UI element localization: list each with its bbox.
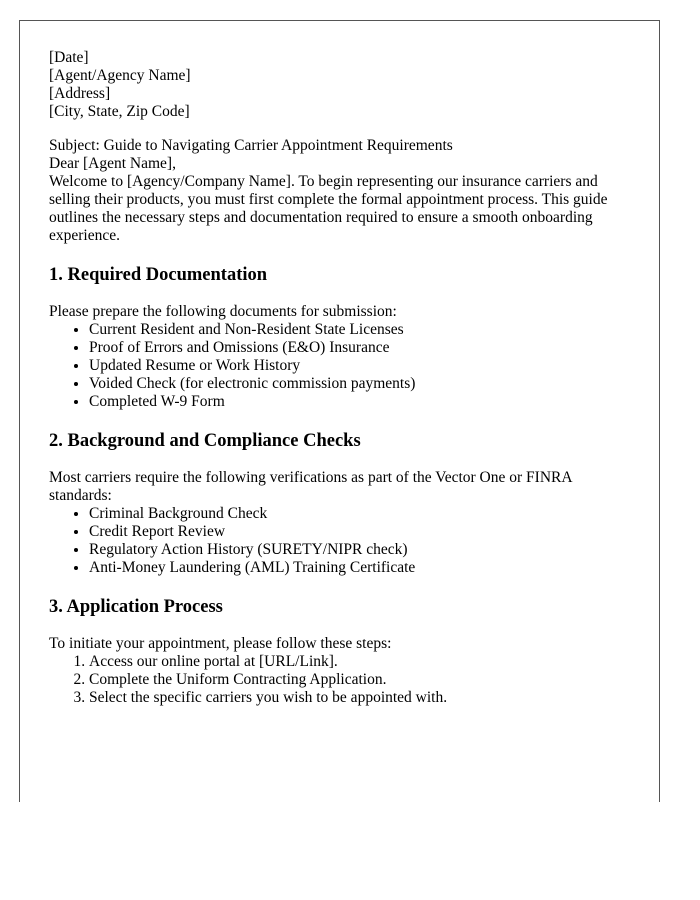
section-heading-application-process: 3. Application Process: [49, 597, 223, 617]
list-item: 3. Select the specific carriers you wish to be appointed with.: [89, 689, 634, 707]
list-item: • Anti-Money Laundering (AML) Training Certificate: [89, 559, 634, 577]
list-item: • Updated Resume or Work History: [89, 357, 634, 375]
recipient-city-state-zip: [City, State, Zip Code]: [49, 103, 190, 120]
letter-subject: Subject: Guide to Navigating Carrier Appointment Requirements: [49, 137, 453, 154]
list-item: • Criminal Background Check: [89, 505, 634, 523]
required-documents-list: [49, 321, 634, 411]
letter-salutation: Dear [Agent Name],: [49, 155, 176, 172]
list-item: 2. Complete the Uniform Contracting Application.: [89, 671, 634, 689]
list-item: • Voided Check (for electronic commission payments): [89, 375, 634, 393]
section-lead-application-process: To initiate your appointment, please follow these steps:: [49, 635, 392, 652]
letter-page: [19, 20, 660, 802]
list-item: 1. Access our online portal at [URL/Link].: [89, 653, 634, 671]
list-item: • Completed W-9 Form: [89, 393, 634, 411]
section-heading-required-documentation: 1. Required Documentation: [49, 265, 268, 285]
letter-date: [Date]: [49, 49, 89, 66]
recipient-address: [Address]: [49, 85, 111, 102]
section-heading-background-checks: 2. Background and Compliance Checks: [49, 431, 361, 451]
list-item: • Current Resident and Non-Resident State Licenses: [89, 321, 634, 339]
letter-intro: Welcome to [Agency/Company Name]. To begin representing our insurance carriers and selling their products, you must first complete the formal appointment process. This guide outlines the necessary steps and documentation required to ensure a smooth onboarding experience.: [49, 173, 608, 244]
letter-content: [49, 49, 634, 723]
section-lead-required-documentation: Please prepare the following documents for submission:: [49, 303, 397, 320]
recipient-name: [Agent/Agency Name]: [49, 67, 191, 84]
list-item: • Proof of Errors and Omissions (E&O) Insurance: [89, 339, 634, 357]
recipient-address-block: [49, 67, 634, 121]
list-item: • Credit Report Review: [89, 523, 634, 541]
application-steps-list: [49, 653, 634, 707]
background-checks-list: [49, 505, 634, 577]
section-lead-background-checks: Most carriers require the following verifications as part of the Vector One or FINRA standards:: [49, 469, 572, 504]
list-item: • Regulatory Action History (SURETY/NIPR check): [89, 541, 634, 559]
